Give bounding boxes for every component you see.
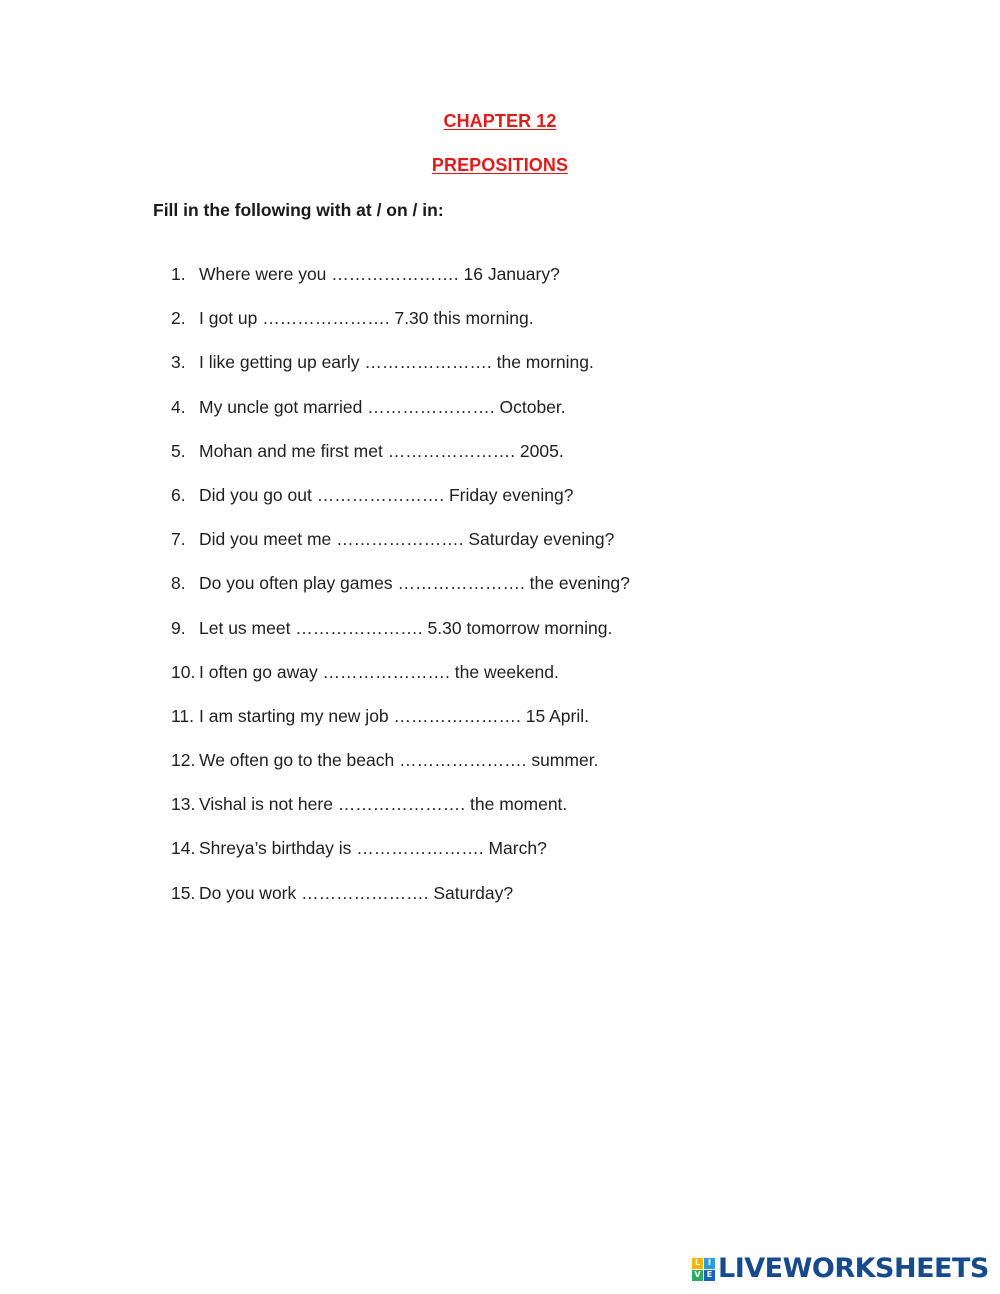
question-number: 12. xyxy=(171,750,196,771)
question-text: We often go to the beach …………………. summer. xyxy=(199,750,599,771)
question-text: Where were you …………………. 16 January? xyxy=(199,264,560,284)
question-number: 8. xyxy=(171,573,186,594)
page-title: PREPOSITIONS xyxy=(431,155,569,175)
logo-letter: L xyxy=(692,1258,703,1269)
question-item xyxy=(171,441,630,485)
liveworksheets-logo xyxy=(692,1254,989,1284)
question-text: I am starting my new job …………………. 15 April. xyxy=(199,705,589,726)
question-number: 13. xyxy=(171,794,196,815)
question-text: I got up …………………. 7.30 this morning. xyxy=(199,308,534,329)
question-number: 10. xyxy=(171,661,196,682)
question-item xyxy=(171,352,630,396)
logo-letter: I xyxy=(704,1258,715,1269)
question-number: 1. xyxy=(171,264,186,284)
question-item xyxy=(171,308,630,352)
question-list xyxy=(171,264,630,927)
question-number: 7. xyxy=(171,529,186,550)
question-text: Do you work …………………. Saturday? xyxy=(199,882,514,903)
question-text: Let us meet …………………. 5.30 tomorrow morning. xyxy=(199,617,613,638)
question-number: 5. xyxy=(171,440,186,461)
question-item xyxy=(171,529,630,573)
question-item xyxy=(171,264,630,308)
question-item xyxy=(171,706,630,750)
question-text: Did you meet me …………………. Saturday evening? xyxy=(199,529,615,550)
question-text: My uncle got married …………………. October. xyxy=(199,396,566,417)
logo-letter: V xyxy=(692,1270,703,1281)
question-number: 4. xyxy=(171,396,186,417)
question-number: 3. xyxy=(171,352,186,373)
question-number: 14. xyxy=(171,838,196,859)
question-item xyxy=(171,794,630,838)
question-text: Shreya’s birthday is …………………. March? xyxy=(199,838,547,859)
question-text: Vishal is not here …………………. the moment. xyxy=(199,794,568,815)
logo-text: LIVEWORKSHEETS xyxy=(718,1253,989,1284)
question-item xyxy=(171,750,630,794)
question-text: I often go away …………………. the weekend. xyxy=(199,661,559,682)
question-number: 11. xyxy=(171,705,195,726)
logo-letter: E xyxy=(704,1270,715,1281)
instruction-text: Fill in the following with at / on / in: xyxy=(153,200,444,220)
question-text: I like getting up early …………………. the morning. xyxy=(199,352,594,373)
question-number: 6. xyxy=(171,484,186,505)
question-number: 9. xyxy=(171,617,186,638)
question-item xyxy=(171,397,630,441)
question-number: 2. xyxy=(171,308,186,329)
question-item xyxy=(171,838,630,882)
question-text: Did you go out …………………. Friday evening? xyxy=(199,484,574,505)
question-number: 15. xyxy=(171,882,196,903)
liveworksheets-logo-icon xyxy=(692,1258,715,1281)
question-item xyxy=(171,618,630,662)
question-item xyxy=(171,485,630,529)
question-text: Do you often play games …………………. the evening? xyxy=(199,573,630,594)
question-item xyxy=(171,662,630,706)
question-item xyxy=(171,883,630,927)
question-item xyxy=(171,573,630,617)
question-text: Mohan and me first met …………………. 2005. xyxy=(199,440,564,461)
chapter-heading: CHAPTER 12 xyxy=(443,111,557,131)
